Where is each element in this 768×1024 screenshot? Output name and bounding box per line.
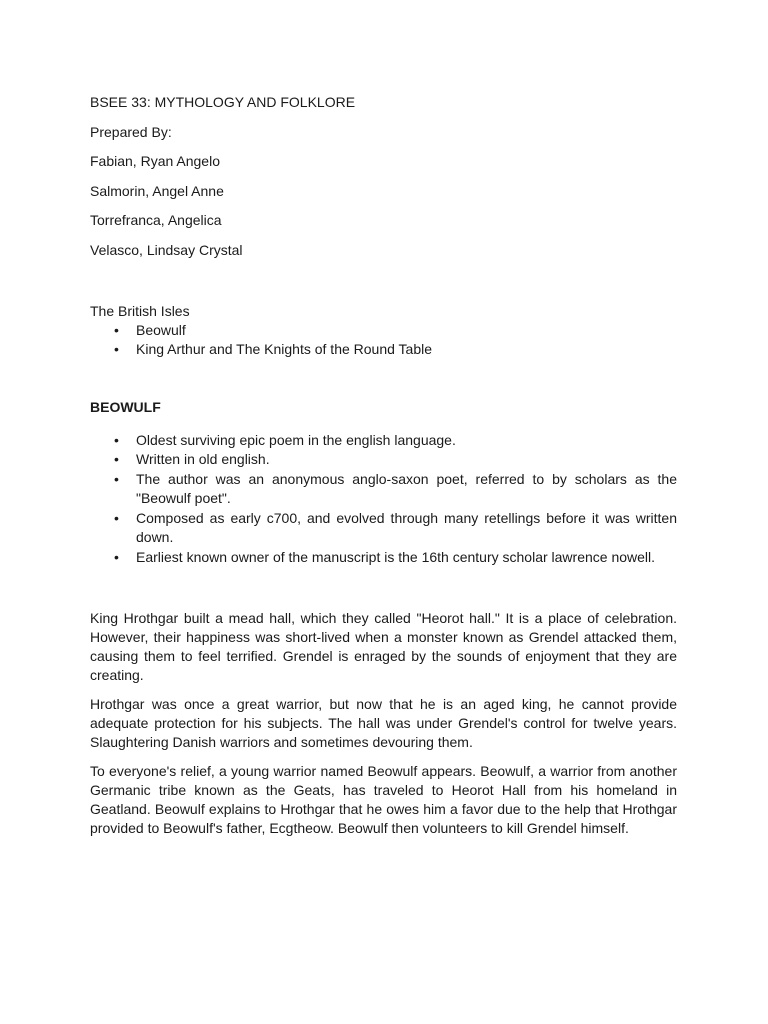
list-item-text: Oldest surviving epic poem in the english language.: [136, 431, 456, 448]
document-header: [90, 93, 677, 260]
beowulf-facts-list: [90, 431, 677, 568]
beowulf-heading: BEOWULF: [90, 398, 161, 415]
bullet-icon: •: [114, 509, 119, 526]
list-item: [90, 431, 677, 451]
author-name: Salmorin, Angel Anne: [90, 182, 224, 199]
list-item-text: Beowulf: [136, 321, 186, 338]
list-item-text: The author was an anonymous anglo-saxon poet, referred to by scholars as the "Beowulf poet".: [136, 470, 677, 507]
bullet-icon: •: [114, 548, 119, 565]
section-title: The British Isles: [90, 302, 190, 319]
body-paragraph: King Hrothgar built a mead hall, which they called "Heorot hall." It is a place of celebration. However, their happiness was short-lived when a monster known as Grendel attacked them, causing them to feel terrified. Grendel is enraged by the sounds of enjoyment that they are creating.: [90, 610, 677, 683]
list-item: [90, 470, 677, 509]
list-item: [90, 321, 677, 341]
list-item-text: King Arthur and The Knights of the Round Table: [136, 341, 433, 358]
list-item: [90, 340, 677, 360]
list-item-text: Earliest known owner of the manuscript is the 16th century scholar lawrence nowell.: [136, 548, 656, 565]
list-item: [90, 450, 677, 470]
list-item-text: Composed as early c700, and evolved through many retellings before it was written down.: [136, 509, 677, 546]
bullet-icon: •: [114, 341, 119, 358]
bullet-icon: •: [114, 321, 119, 338]
course-title: BSEE 33: MYTHOLOGY AND FOLKLORE: [90, 94, 356, 110]
author-name: Velasco, Lindsay Crystal: [90, 241, 243, 258]
document-page: [90, 93, 677, 837]
body-paragraph: Hrothgar was once a great warrior, but now that he is an aged king, he cannot provide adequate protection for his subjects. The hall was under Grendel's control for twelve years. Slaughtering Danish warriors and sometimes devouring them.: [90, 696, 677, 750]
bullet-icon: •: [114, 451, 119, 468]
author-name: Torrefranca, Angelica: [90, 212, 222, 229]
section-list: [90, 321, 677, 360]
author-name: Fabian, Ryan Angelo: [90, 153, 220, 170]
bullet-icon: •: [114, 470, 119, 487]
list-item: [90, 548, 677, 568]
prepared-by-label: Prepared By:: [90, 123, 172, 140]
body-paragraph: To everyone's relief, a young warrior named Beowulf appears. Beowulf, a warrior from another Germanic tribe known as the Geats, has traveled to Heorot Hall from his homeland in Geatland. Beowulf explains to Hrothgar that he owes him a favor due to the help that Hrothgar provided to Beowulf's father, Ecgtheow. Beowulf then volunteers to kill Grendel himself.: [90, 763, 677, 836]
list-item-text: Written in old english.: [136, 451, 270, 468]
list-item: [90, 509, 677, 548]
bullet-icon: •: [114, 431, 119, 448]
